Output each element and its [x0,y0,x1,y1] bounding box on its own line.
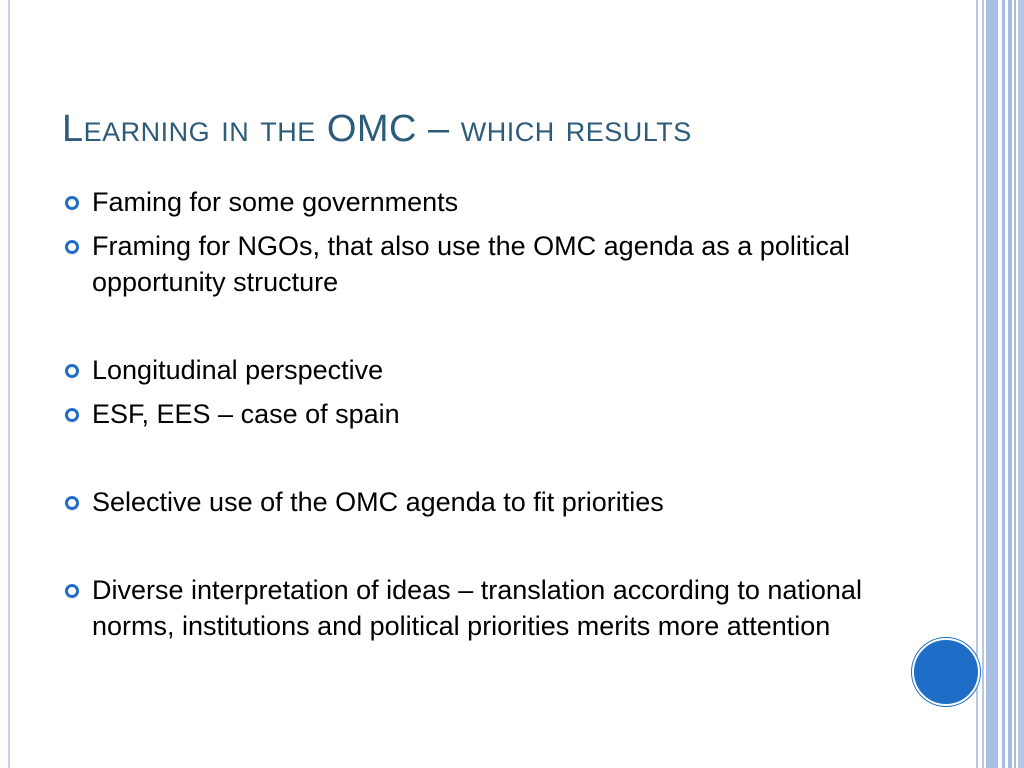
bullet-circle-icon [65,364,79,378]
stripe [982,0,984,768]
bullet-list [62,184,902,652]
bullet-text: Selective use of the OMC agenda to fit priorities [92,487,664,517]
bullet-text: Faming for some governments [92,187,459,217]
left-border-line [8,0,10,768]
bullet-item [62,352,902,388]
right-stripe-decoration [976,0,1024,768]
bullet-item [62,396,902,432]
bullet-text: Longitudinal perspective [92,355,384,385]
slide-title: Learning in the OMC – which results [62,108,692,150]
stripe [976,0,978,768]
bullet-circle-icon [65,408,79,422]
bullet-item [62,184,902,220]
bullet-circle-icon [65,496,79,510]
bullet-circle-icon [65,196,79,210]
bullet-circle-icon [65,240,79,254]
bullet-text: Diverse interpretation of ideas – translation according to national norms, institutions and political priorities merits more attention [92,575,862,641]
stripe [986,0,998,768]
stripe [1008,0,1012,768]
bullet-item [62,228,902,300]
bullet-item [62,572,902,644]
bullet-text: ESF, EES – case of spain [92,399,400,429]
stripe [1002,0,1005,768]
stripe [1018,0,1024,768]
bullet-text: Framing for NGOs, that also use the OMC agenda as a political opportunity structure [92,231,850,297]
bullet-item [62,484,902,520]
decorative-circle [912,638,980,706]
bullet-circle-icon [65,584,79,598]
stripe [1014,0,1016,768]
